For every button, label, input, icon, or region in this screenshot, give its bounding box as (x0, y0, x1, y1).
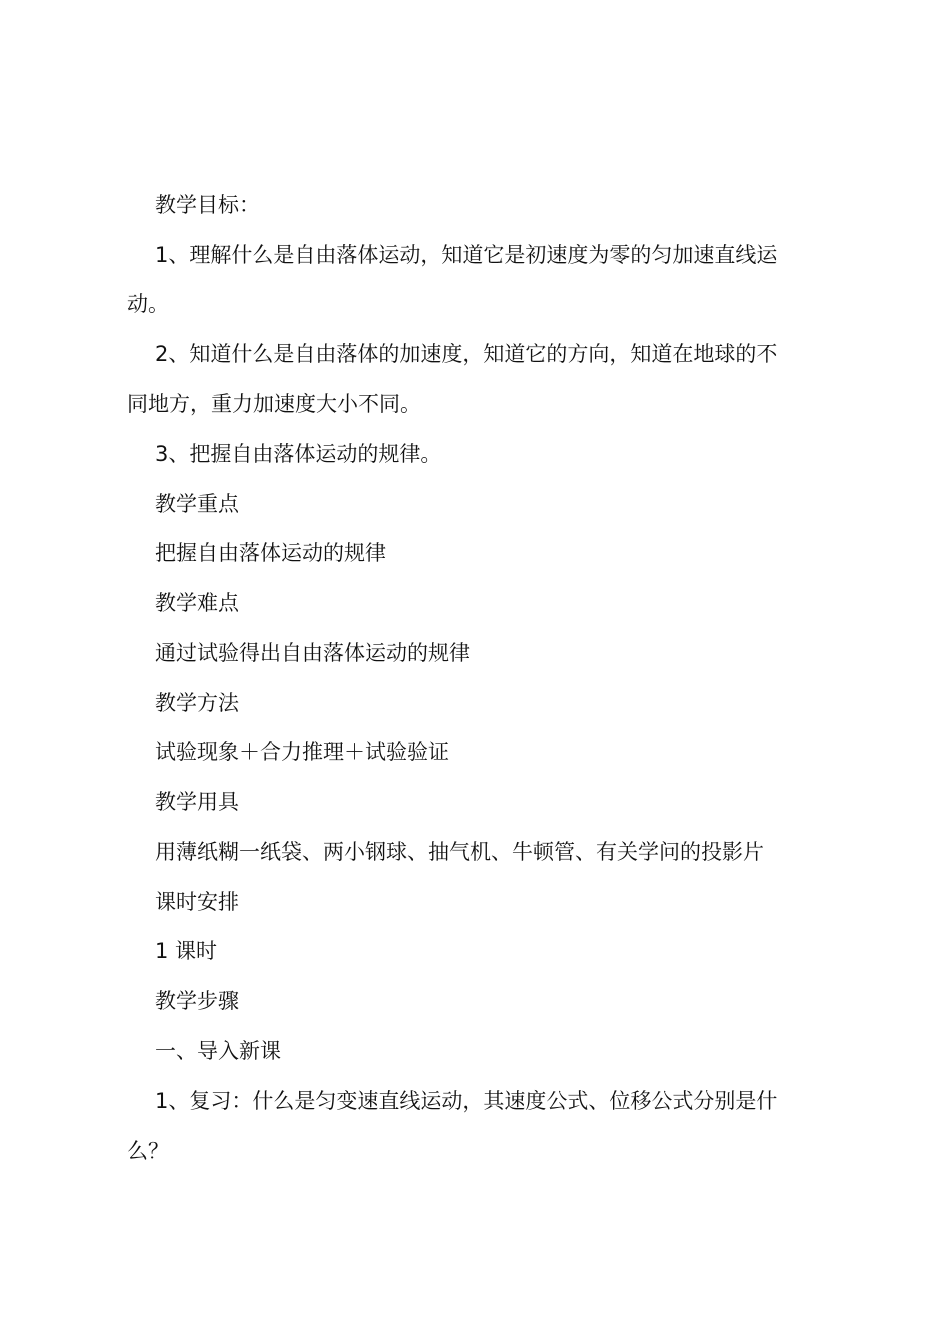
objective-1-line-1: 1、理解什么是自由落体运动，知道它是初速度为零的匀加速直线运 (155, 243, 778, 267)
heading-difficulties: 教学难点 (155, 591, 239, 615)
heading-methods: 教学方法 (155, 691, 239, 715)
heading-steps: 教学步骤 (155, 989, 239, 1013)
step-1-heading: 一、导入新课 (155, 1039, 281, 1063)
heading-teaching-objectives: 教学目标： (155, 193, 260, 217)
difficulties-text: 通过试验得出自由落体运动的规律 (155, 641, 470, 665)
heading-key-points: 教学重点 (155, 492, 239, 516)
review-question-line-2: 么？ (127, 1139, 169, 1163)
objective-2-line-2: 同地方，重力加速度大小不同。 (127, 392, 421, 416)
objective-3: 3、把握自由落体运动的规律。 (155, 442, 442, 466)
tools-text: 用薄纸糊一纸袋、两小钢球、抽气机、牛顿管、有关学问的投影片 (155, 840, 764, 864)
heading-tools: 教学用具 (155, 790, 239, 814)
review-question-line-1: 1、复习：什么是匀变速直线运动，其速度公式、位移公式分别是什 (155, 1089, 778, 1113)
methods-text: 试验现象＋合力推理＋试验验证 (155, 740, 449, 764)
heading-schedule: 课时安排 (155, 890, 239, 914)
objective-1-line-2: 动。 (127, 292, 169, 316)
schedule-text: 1 课时 (155, 939, 218, 963)
key-points-text: 把握自由落体运动的规律 (155, 541, 386, 565)
objective-2-line-1: 2、知道什么是自由落体的加速度，知道它的方向，知道在地球的不 (155, 342, 778, 366)
